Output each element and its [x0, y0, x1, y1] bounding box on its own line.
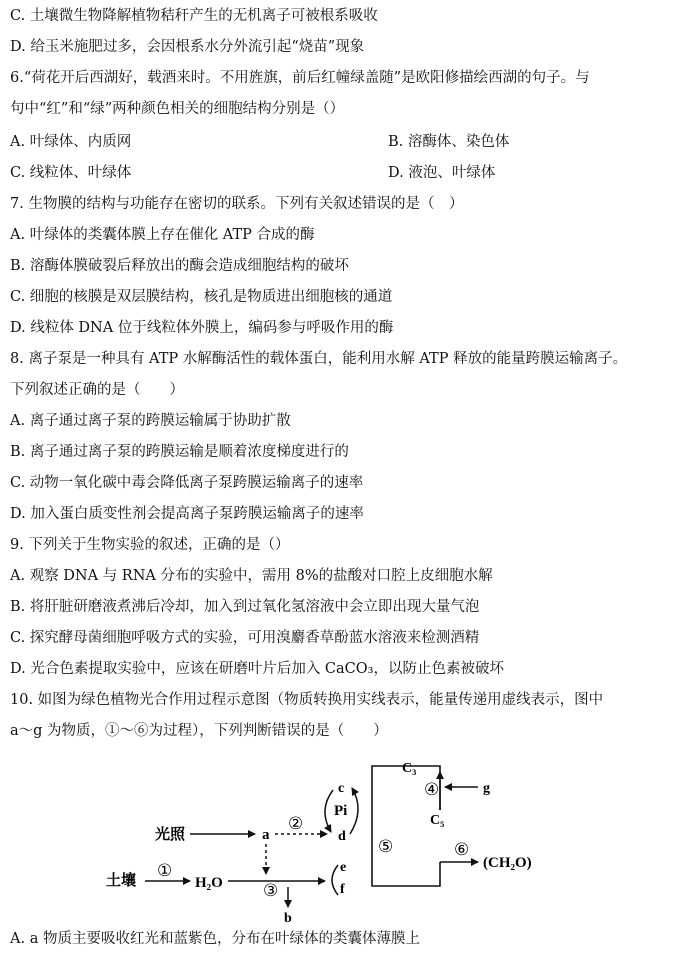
process-6: ⑥ [454, 840, 470, 859]
question-9-option-b: B. 将肝脏研磨液煮沸后冷却，加入到过氧化氢溶液中会立即出现大量气泡 [10, 599, 480, 615]
process-4: ④ [424, 780, 440, 799]
light-label: 光照 [155, 827, 186, 843]
question-8-stem-2: 下列叙述正确的是（ ） [10, 382, 184, 398]
question-8-option-a: A. 离子通过离子泵的跨膜运输属于协助扩散 [10, 413, 291, 429]
question-6-option-c: C. 线粒体、叶绿体 [10, 165, 132, 181]
question-9-option-a: A. 观察 DNA 与 RNA 分布的实验中，需用 8%的盐酸对口腔上皮细胞水解 [10, 568, 493, 584]
process-5: ⑤ [378, 837, 394, 856]
question-7-stem: 7. 生物膜的结构与功能存在密切的联系。下列有关叙述错误的是（ ） [10, 196, 464, 212]
process-1: ① [157, 861, 173, 880]
question-8-option-d: D. 加入蛋白质变性剂会提高离子泵跨膜运输离子的速率 [10, 506, 364, 522]
process-3: ③ [263, 881, 279, 900]
question-10-stem-1: 10. 如图为绿色植物光合作用过程示意图（物质转换用实线表示，能量传递用虚线表示，图中 [10, 692, 604, 708]
label-f: f [340, 882, 345, 897]
label-g: g [483, 781, 490, 796]
question-6-option-a: A. 叶绿体、内质网 [10, 134, 132, 150]
atp-cycle-right [350, 788, 358, 834]
question-7-option-a: A. 叶绿体的类囊体膜上存在催化 ATP 合成的酶 [10, 227, 315, 243]
question-9-option-d: D. 光合色素提取实验中，应该在研磨叶片后加入 CaCO₃，以防止色素被破坏 [10, 661, 504, 677]
product-label: (CH₂O) [483, 855, 532, 871]
label-c3: C₃ [402, 761, 417, 776]
soil-label: 土壤 [106, 873, 137, 889]
process-2: ② [288, 814, 304, 833]
label-e: e [340, 860, 347, 875]
question-7-option-c: C. 细胞的核膜是双层膜结构，核孔是物质进出细胞核的通道 [10, 289, 393, 305]
label-d: d [338, 829, 346, 844]
label-b: b [284, 911, 292, 926]
question-6-stem-1: 6.“荷花开后西湖好，载酒来时。不用旌旗，前后红幢绿盖随”是欧阳修描绘西湖的句子。与 [10, 70, 590, 86]
question-9-option-c: C. 探究酵母菌细胞呼吸方式的实验，可用溴麝香草酚蓝水溶液来检测酒精 [10, 630, 480, 646]
question-8-option-c: C. 动物一氧化碳中毒会降低离子泵跨膜运输离子的速率 [10, 475, 364, 491]
question-8-option-b: B. 离子通过离子泵的跨膜运输是顺着浓度梯度进行的 [10, 444, 349, 460]
label-c: c [338, 781, 345, 796]
question-6-stem-2: 句中“红”和“绿”两种颜色相关的细胞结构分别是（） [10, 101, 345, 117]
question-10-option-a: A. a 物质主要吸收红光和蓝紫色，分布在叶绿体的类囊体薄膜上 [10, 931, 420, 947]
question-9-stem: 9. 下列关于生物实验的叙述，正确的是（） [10, 537, 290, 553]
atp-cycle-left [325, 790, 333, 832]
question-10-stem-2: a～g 为物质，①～⑥为过程），下列判断错误的是（ ） [10, 723, 388, 739]
label-c5: C₅ [430, 813, 445, 828]
line-d-prev: D. 给玉米施肥过多，会因根系水分外流引起“烧苗”现象 [10, 39, 365, 55]
question-7-option-d: D. 线粒体 DNA 位于线粒体外膜上，编码参与呼吸作用的酶 [10, 320, 394, 336]
water-label: H₂O [195, 875, 223, 891]
question-7-option-b: B. 溶酶体膜破裂后释放出的酶会造成细胞结构的破坏 [10, 258, 349, 274]
question-8-stem-1: 8. 离子泵是一种具有 ATP 水解酶活性的载体蛋白，能利用水解 ATP 释放的能量跨膜运输离子。 [10, 351, 628, 367]
photosynthesis-diagram [0, 752, 692, 927]
question-6-option-b: B. 溶酶体、染色体 [388, 134, 510, 150]
line-c-prev: C. 土壤微生物降解植物秸秆产生的无机离子可被根系吸收 [10, 8, 378, 24]
label-a: a [262, 827, 270, 843]
label-pi: Pi [334, 803, 348, 819]
question-6-option-d: D. 液泡、叶绿体 [388, 165, 496, 181]
ef-bracket [332, 865, 338, 895]
